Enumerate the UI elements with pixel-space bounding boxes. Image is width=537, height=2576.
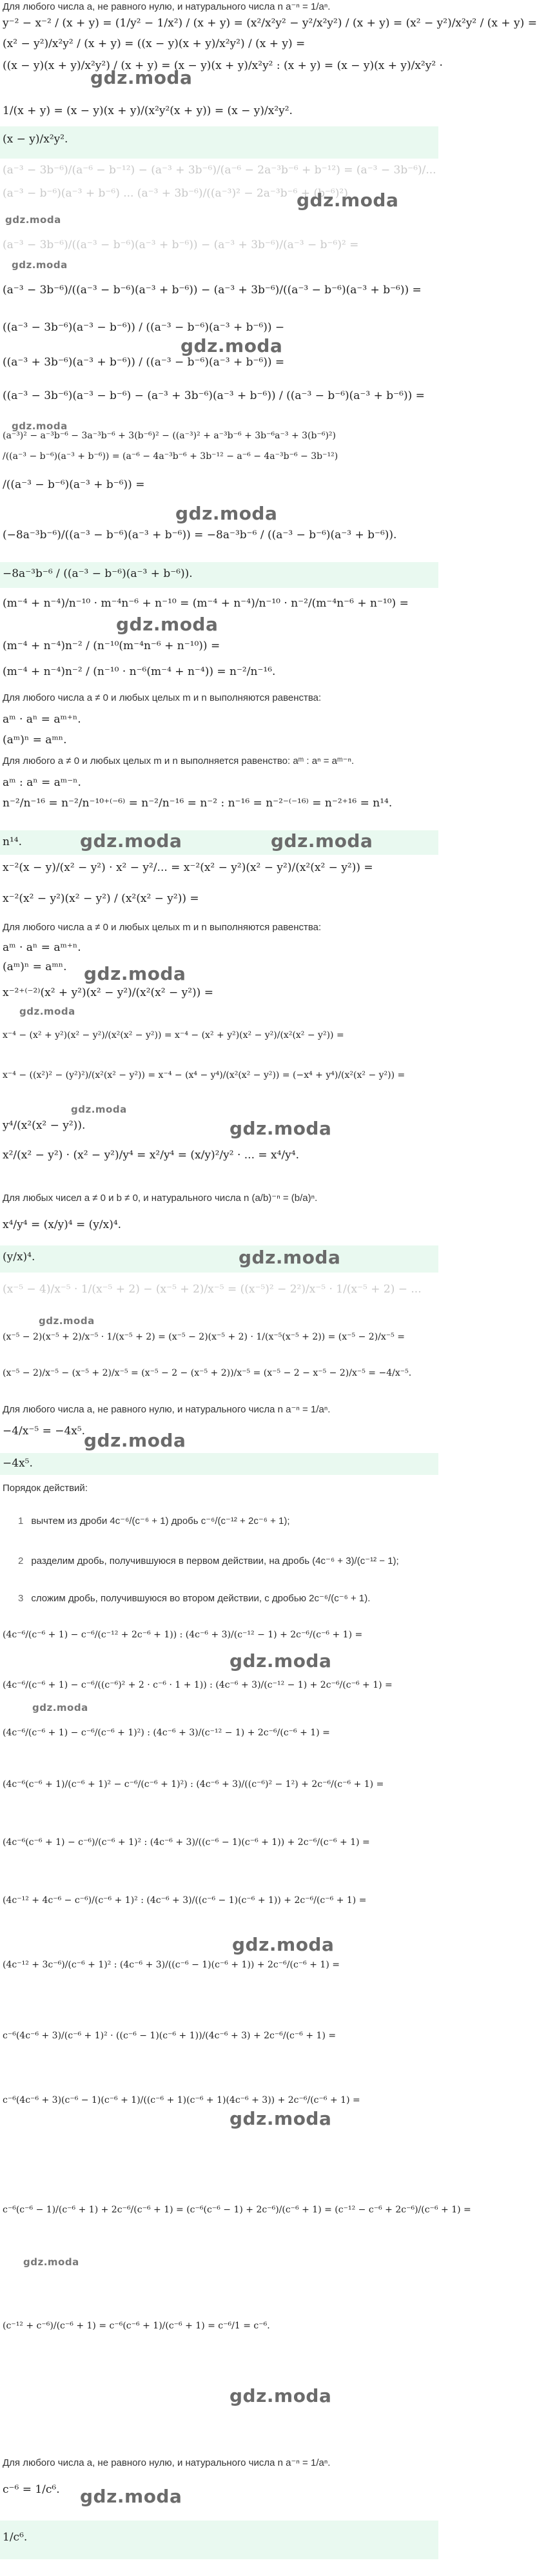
equation-line: (m⁻⁴ + n⁻⁴)n⁻² / (n⁻¹⁰ · n⁻⁶(m⁻⁴ + n⁻⁴)) = n⁻²/n⁻¹⁶. <box>3 665 276 678</box>
watermark: gdz.moda <box>229 2108 332 2129</box>
watermark: gdz.moda <box>116 614 219 635</box>
equation-line: x²/(x² − y²) · (x² − y²)/y⁴ = x²/y⁴ = (x/y)²/y² · ... = x⁴/y⁴. <box>3 1149 299 1162</box>
equation-line: x⁻²(x − y)/(x² − y²) · x² − y²/... = x⁻²(x² − y²)(x² − y²)/(x²(x² − y²)) = <box>3 861 373 874</box>
intro-text-4: Для любого числа a ≠ 0 и любых целых m и n выполняются равенства: <box>3 922 322 933</box>
faded-equation-line: (a⁻³ − b⁻⁶)(a⁻³ + b⁻⁶) ... (a⁻³ + 3b⁻⁶)/((a⁻³)² − 2a⁻³b⁻⁶ + (b⁻⁶)²) <box>3 187 348 200</box>
intro-text-7: Порядок действий: <box>3 1483 88 1494</box>
equation-line: c⁻⁶(4c⁻⁶ + 3)(c⁻⁶ − 1)(c⁻⁶ + 1)/((c⁻⁶ + 1)(c⁻⁶ + 1)(4c⁻⁶ + 3)) + 2c⁻⁶/(c⁻⁶ + 1) = <box>3 2095 360 2105</box>
step-text: разделим дробь, получившуюся в первом действии, на дробь (4c⁻⁶ + 3)/(c⁻¹² − 1); <box>31 1556 399 1566</box>
equation-line: x⁻⁴ − ((x²)² − (y²)²)/(x²(x² − y²)) = x⁻⁴ − (x⁴ − y⁴)/(x²(x² − y²)) = (−x⁴ + y⁴)/(x²(x² − y²)) = <box>3 1070 405 1080</box>
intro-text-1: Для любого числа a, не равного нулю, и натурального числа n a⁻ⁿ = 1/aⁿ. <box>3 1 331 12</box>
answer-line: 1/c⁶. <box>3 2531 28 2544</box>
answer-line: −4x⁵. <box>3 1457 33 1470</box>
equation-line: c⁻⁶ = 1/c⁶. <box>3 2483 60 2496</box>
rule-line: aᵐ · aⁿ = aᵐ⁺ⁿ. <box>3 713 81 726</box>
watermark-small: gdz.moda <box>5 214 61 226</box>
step-text: вычтем из дроби 4c⁻⁶/(c⁻⁶ + 1) дробь c⁻⁶/(c⁻¹² + 2c⁻⁶ + 1); <box>31 1516 290 1527</box>
equation-line: (a⁻³ − 3b⁻⁶)/((a⁻³ − b⁻⁶)(a⁻³ + b⁻⁶)) − (a⁻³ + 3b⁻⁶)/((a⁻³ − b⁻⁶)(a⁻³ + b⁻⁶)) = <box>3 284 422 297</box>
equation-line: 1/(x + y) = (x − y)(x + y)/(x²y²(x + y)) = (x − y)/x²y². <box>3 104 293 117</box>
watermark: gdz.moda <box>297 190 399 211</box>
equation-line: (4c⁻⁶/(c⁻⁶ + 1) − c⁻⁶/((c⁻⁶)² + 2 · c⁻⁶ · 1 + 1)) : (4c⁻⁶ + 3)/(c⁻¹² − 1) + 2c⁻⁶/(c⁻⁶ + 1) = <box>3 1680 393 1690</box>
watermark: gdz.moda <box>232 1934 335 1955</box>
equation-line: (4c⁻¹² + 3c⁻⁶)/(c⁻⁶ + 1)² : (4c⁻⁶ + 3)/((c⁻⁶ − 1)(c⁻⁶ + 1)) + 2c⁻⁶/(c⁻⁶ + 1) = <box>3 1960 340 1970</box>
equation-line: (4c⁻⁶(c⁻⁶ + 1) − c⁻⁶)/(c⁻⁶ + 1)² : (4c⁻⁶ + 3)/((c⁻⁶ − 1)(c⁻⁶ + 1)) + 2c⁻⁶/(c⁻⁶ + 1) = <box>3 1837 370 1848</box>
equation-line: (m⁻⁴ + n⁻⁴)/n⁻¹⁰ · m⁻⁴n⁻⁶ + n⁻¹⁰ = (m⁻⁴ + n⁻⁴)/n⁻¹⁰ · n⁻²/(m⁻⁴n⁻⁶ + n⁻¹⁰) = <box>3 597 409 610</box>
step-item <box>18 1592 370 1604</box>
equation-line: (4c⁻⁶/(c⁻⁶ + 1) − c⁻⁶/(c⁻⁶ + 1)²) : (4c⁻⁶ + 3)/(c⁻¹² − 1) + 2c⁻⁶/(c⁻⁶ + 1) = <box>3 1728 330 1738</box>
answer-line: −8a⁻³b⁻⁶ / ((a⁻³ − b⁻⁶)(a⁻³ + b⁻⁶)). <box>3 567 193 580</box>
intro-text-8: Для любого числа a, не равного нулю, и натурального числа n a⁻ⁿ = 1/aⁿ. <box>3 2457 331 2468</box>
answer-line: (y/x)⁴. <box>3 1251 35 1264</box>
equation-line: /((a⁻³ − b⁻⁶)(a⁻³ + b⁻⁶)) = <box>3 478 145 491</box>
equation-line: x⁻²(x² − y²)(x² − y²) / (x²(x² − y²)) = <box>3 892 199 905</box>
watermark: gdz.moda <box>80 2486 182 2507</box>
equation-line: x⁻⁴ − (x² + y²)(x² − y²)/(x²(x² − y²)) = x⁻⁴ − (x² + y²)(x² − y²)/(x²(x² − y²)) = <box>3 1030 344 1040</box>
equation-line: ((x − y)(x + y)/x²y²) / (x + y) = (x − y)(x + y)/x²y² : (x + y) = (x − y)(x + y)/x²y² · <box>3 59 443 72</box>
watermark-small: gdz.moda <box>71 1104 127 1115</box>
answer-line: (x − y)/x²y². <box>3 133 68 146</box>
faded-equation-line: (a⁻³ − 3b⁻⁶)/((a⁻³ − b⁻⁶)(a⁻³ + b⁻⁶)) − (a⁻³ + 3b⁻⁶)/(a⁻³ − b⁻⁶)² = <box>3 239 359 251</box>
equation-line: /((a⁻³ − b⁻⁶)(a⁻³ + b⁻⁶)) = (a⁻⁶ − 4a⁻³b⁻⁶ + 3b⁻¹² − a⁻⁶ − 4a⁻³b⁻⁶ − 3b⁻¹²) <box>3 451 338 462</box>
step-number: 2 <box>18 1556 24 1566</box>
equation-line: (−8a⁻³b⁻⁶)/((a⁻³ − b⁻⁶)(a⁻³ + b⁻⁶)) = −8a⁻³b⁻⁶ / ((a⁻³ − b⁻⁶)(a⁻³ + b⁻⁶)). <box>3 529 397 542</box>
intro-text-6: Для любого числа a, не равного нулю, и натурального числа n a⁻ⁿ = 1/aⁿ. <box>3 1404 331 1415</box>
faded-equation-line: (a⁻³ − 3b⁻⁶)/(a⁻⁶ − b⁻¹²) − (a⁻³ + 3b⁻⁶)/(a⁻⁶ − 2a⁻³b⁻⁶ + b⁻¹²) = (a⁻³ − 3b⁻⁶)/... <box>3 164 436 177</box>
equation-line: y⁻² − x⁻² / (x + y) = (1/y² − 1/x²) / (x + y) = (x²/x²y² − y²/x²y²) / (x + y) = (x² − y²)/x²y² / (x + y) = <box>3 17 537 30</box>
watermark-small: gdz.moda <box>19 1006 75 1017</box>
watermark: gdz.moda <box>229 1650 332 1672</box>
watermark: gdz.moda <box>271 830 373 852</box>
equation-line: ((a⁻³ + 3b⁻⁶)(a⁻³ + b⁻⁶)) / ((a⁻³ − b⁻⁶)(a⁻³ + b⁻⁶)) = <box>3 356 285 369</box>
equation-line: y⁴/(x²(x² − y²)). <box>3 1119 86 1132</box>
watermark-small: gdz.moda <box>39 1315 95 1327</box>
step-item <box>18 1515 290 1527</box>
equation-line: (4c⁻⁶(c⁻⁶ + 1)/(c⁻⁶ + 1)² − c⁻⁶/(c⁻⁶ + 1)²) : (4c⁻⁶ + 3)/((c⁻⁶)² − 1²) + 2c⁻⁶/(c⁻⁶ + 1) = <box>3 1779 384 1790</box>
watermark: gdz.moda <box>181 335 283 356</box>
intro-text-5: Для любых чисел a ≠ 0 и b ≠ 0, и натурального числа n (a/b)⁻ⁿ = (b/a)ⁿ. <box>3 1193 318 1204</box>
equation-line: x⁻²⁺⁽⁻²⁾(x² + y²)(x² − y²)/(x²(x² − y²)) = <box>3 986 213 999</box>
watermark-small: gdz.moda <box>12 420 68 432</box>
equation-line: ((a⁻³ − 3b⁻⁶)(a⁻³ − b⁻⁶)) / ((a⁻³ − b⁻⁶)(a⁻³ + b⁻⁶)) − <box>3 321 285 334</box>
answer-line: n¹⁴. <box>3 835 22 848</box>
equation-line: (x² − y²)/x²y² / (x + y) = ((x − y)(x + y)/x²y²) / (x + y) = <box>3 37 306 50</box>
step-number: 1 <box>18 1516 24 1527</box>
rule-line: (aᵐ)ⁿ = aᵐⁿ. <box>3 961 67 973</box>
equation-line: n⁻²/n⁻¹⁶ = n⁻²/n⁻¹⁰⁺⁽⁻⁶⁾ = n⁻²/n⁻¹⁶ = n⁻² : n⁻¹⁶ = n⁻²⁻⁽⁻¹⁶⁾ = n⁻²⁺¹⁶ = n¹⁴. <box>3 797 393 810</box>
rule-line: aᵐ · aⁿ = aᵐ⁺ⁿ. <box>3 941 81 954</box>
equation-line: x⁴/y⁴ = (x/y)⁴ = (y/x)⁴. <box>3 1218 122 1231</box>
watermark-small: gdz.moda <box>23 2256 79 2268</box>
equation-line: ((a⁻³ − 3b⁻⁶)(a⁻³ − b⁻⁶) − (a⁻³ + 3b⁻⁶)(a⁻³ + b⁻⁶)) / ((a⁻³ − b⁻⁶)(a⁻³ + b⁻⁶)) = <box>3 389 425 402</box>
equation-line: (c⁻¹² + c⁻⁶)/(c⁻⁶ + 1) = c⁻⁶(c⁻⁶ + 1)/(c⁻⁶ + 1) = c⁻⁶/1 = c⁻⁶. <box>3 2321 270 2331</box>
watermark: gdz.moda <box>175 503 278 524</box>
watermark: gdz.moda <box>84 963 186 984</box>
equation-line: (4c⁻⁶/(c⁻⁶ + 1) − c⁻⁶/(c⁻¹² + 2c⁻⁶ + 1)) : (4c⁻⁶ + 3)/(c⁻¹² − 1) + 2c⁻⁶/(c⁻⁶ + 1) = <box>3 1630 363 1640</box>
equation-line: −4/x⁻⁵ = −4x⁵. <box>3 1425 86 1438</box>
intro-text-3: Для любого a ≠ 0 и любых целых m и n выполняется равенство: aᵐ : aⁿ = aᵐ⁻ⁿ. <box>3 756 355 766</box>
watermark-small: gdz.moda <box>12 259 68 271</box>
watermark-small: gdz.moda <box>32 1702 88 1713</box>
intro-text-2: Для любого числа a ≠ 0 и любых целых m и n выполняются равенства: <box>3 692 322 703</box>
equation-line: (m⁻⁴ + n⁻⁴)n⁻² / (n⁻¹⁰(m⁻⁴n⁻⁶ + n⁻¹⁰)) = <box>3 639 220 652</box>
step-item <box>18 1555 399 1566</box>
equation-line: c⁻⁶(4c⁻⁶ + 3)/(c⁻⁶ + 1)² · ((c⁻⁶ − 1)(c⁻⁶ + 1))/(4c⁻⁶ + 3) + 2c⁻⁶/(c⁻⁶ + 1) = <box>3 2031 337 2041</box>
equation-line: (x⁻⁵ − 2)/x⁻⁵ − (x⁻⁵ + 2)/x⁻⁵ = (x⁻⁵ − 2 − (x⁻⁵ + 2))/x⁻⁵ = (x⁻⁵ − 2 − x⁻⁵ − 2)/x⁻⁵ = −4/x⁻⁵. <box>3 1368 412 1378</box>
equation-line: (a⁻³)² − a⁻³b⁻⁶ − 3a⁻³b⁻⁶ + 3(b⁻⁶)² − ((a⁻³)² + a⁻³b⁻⁶ + 3b⁻⁶a⁻³ + 3(b⁻⁶)²) <box>3 431 336 441</box>
faded-equation-line: (x⁻⁵ − 4)/x⁻⁵ · 1/(x⁻⁵ + 2) − (x⁻⁵ + 2)/x⁻⁵ = ((x⁻⁵)² − 2²)/x⁻⁵ · 1/(x⁻⁵ + 2) − ... <box>3 1283 422 1296</box>
watermark: gdz.moda <box>80 830 182 852</box>
watermark: gdz.moda <box>239 1247 341 1268</box>
rule-line: (aᵐ)ⁿ = aᵐⁿ. <box>3 734 67 746</box>
watermark: gdz.moda <box>90 67 193 88</box>
watermark: gdz.moda <box>229 1118 332 1139</box>
rule-line: aᵐ : aⁿ = aᵐ⁻ⁿ. <box>3 776 81 789</box>
equation-line: (4c⁻¹² + 4c⁻⁶ − c⁻⁶)/(c⁻⁶ + 1)² : (4c⁻⁶ + 3)/((c⁻⁶ − 1)(c⁻⁶ + 1)) + 2c⁻⁶/(c⁻⁶ + 1) = <box>3 1895 367 1906</box>
step-text: сложим дробь, получившуюся во втором действии, с дробью 2c⁻⁶/(c⁻⁶ + 1). <box>31 1593 371 1604</box>
step-number: 3 <box>18 1593 24 1604</box>
equation-line: c⁻⁶(c⁻⁶ − 1)/(c⁻⁶ + 1) + 2c⁻⁶/(c⁻⁶ + 1) = (c⁻⁶(c⁻⁶ − 1) + 2c⁻⁶)/(c⁻⁶ + 1) = (c⁻¹² − c⁻⁶ + 2c⁻⁶)/(c⁻⁶ + 1) = <box>3 2205 471 2215</box>
watermark: gdz.moda <box>84 1430 186 1451</box>
equation-line: (x⁻⁵ − 2)(x⁻⁵ + 2)/x⁻⁵ · 1/(x⁻⁵ + 2) = (x⁻⁵ − 2)(x⁻⁵ + 2) · 1/(x⁻⁵(x⁻⁵ + 2)) = (x⁻⁵ − 2)/x⁻⁵ = <box>3 1332 405 1342</box>
watermark: gdz.moda <box>229 2385 332 2406</box>
